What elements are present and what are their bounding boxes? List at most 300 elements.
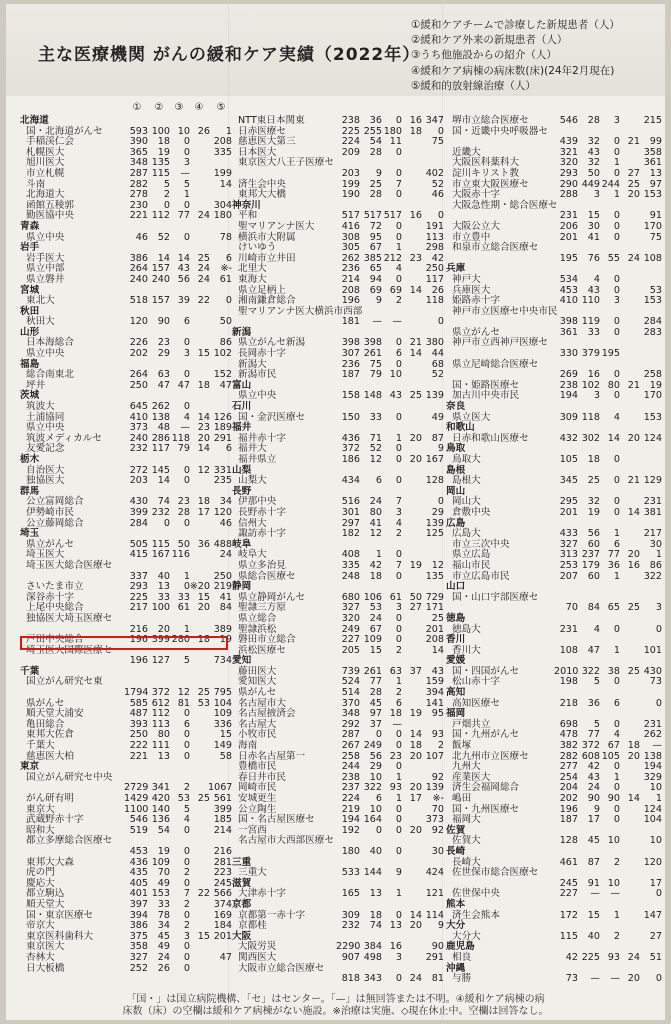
value-cell: — — [590, 888, 600, 900]
value-cell: 237 — [581, 549, 600, 561]
table-row — [20, 348, 232, 360]
value-cell: 53 — [177, 793, 190, 804]
value-cell: 1 — [395, 793, 402, 804]
value-cell: 408 — [341, 549, 360, 561]
prefecture-name: 沖縄 — [446, 962, 466, 974]
value-cell: 517 — [363, 210, 382, 222]
value-cell: 244 — [601, 178, 620, 190]
prefecture-name: 神奈川 — [232, 199, 261, 211]
prefecture-name: 佐賀 — [446, 824, 466, 836]
value-cell: 264 — [129, 369, 148, 381]
value-cell: 6 — [183, 718, 190, 730]
value-cell: 0 — [613, 390, 620, 402]
value-cell: 18 — [587, 454, 600, 465]
value-cell: 112 — [151, 708, 170, 720]
value-cell: 14 — [157, 252, 170, 264]
value-cell: 107 — [425, 750, 444, 762]
value-cell: 30 — [649, 538, 662, 550]
column-header: ② — [154, 102, 164, 113]
value-cell: 30 — [431, 845, 444, 857]
table-row — [232, 220, 444, 233]
value-cell: 15 — [197, 348, 210, 360]
value-cell: 124 — [643, 803, 662, 815]
value-cell: 25 — [431, 612, 444, 624]
hospital-name: 国・九州がんセ — [452, 729, 520, 741]
value-cell: 5 — [593, 718, 600, 730]
hospital-name: 聖マリアンナ医大 — [238, 220, 315, 232]
value-cell: 33 — [369, 411, 382, 423]
value-cell: 329 — [643, 771, 662, 783]
hospital-name: 県立磐井 — [26, 273, 65, 285]
hospital-name: 埼玉医大国際医療セ — [26, 644, 113, 656]
value-cell: 148 — [363, 390, 382, 402]
value-cell: 84 — [219, 602, 232, 614]
value-cell: 120 — [213, 506, 232, 518]
hospital-name: さいたま市立 — [26, 581, 84, 593]
value-cell: 139 — [425, 390, 444, 402]
value-cell: 179 — [581, 559, 600, 571]
value-cell: 304 — [213, 199, 232, 211]
value-cell: 33 — [177, 591, 190, 603]
value-cell: 0 — [395, 909, 402, 921]
value-cell: 420 — [151, 793, 170, 804]
value-cell: 12 — [197, 464, 210, 476]
hospital-name: 国・北海道がんセ — [26, 125, 103, 137]
value-cell: 518 — [129, 295, 148, 307]
value-cell: 0 — [183, 136, 190, 148]
value-cell: 0 — [655, 973, 662, 985]
table-row — [232, 115, 444, 127]
value-cell: 56 — [177, 273, 190, 285]
value-cell: 25 — [587, 475, 600, 487]
value-cell: 0 — [613, 146, 620, 158]
value-cell: 293 — [129, 581, 148, 593]
value-cell: 0 — [613, 761, 620, 773]
value-cell: 10 — [649, 782, 662, 794]
value-cell: 110 — [581, 295, 600, 307]
table-row — [232, 528, 444, 540]
value-cell: 261 — [363, 348, 382, 360]
value-cell: 90 — [587, 793, 600, 804]
value-cell: 0 — [655, 697, 662, 709]
value-cell: 335 — [341, 559, 360, 571]
table-row — [446, 254, 660, 265]
hospital-name: 愛知医大 — [238, 676, 277, 688]
hospital-name: 新潟大 — [238, 358, 267, 370]
value-cell: 202 — [129, 348, 148, 360]
value-cell: 115 — [151, 167, 170, 179]
hospital-name: 都立駒込 — [26, 888, 65, 900]
value-cell: 232 — [151, 506, 170, 518]
value-cell: 25 — [369, 178, 382, 190]
value-cell: 0 — [395, 115, 402, 126]
value-cell: 370 — [341, 697, 360, 709]
value-cell: 20 — [409, 824, 422, 836]
value-cell: 20 — [627, 189, 640, 201]
table-row — [232, 836, 440, 847]
value-cell: 20 — [409, 432, 422, 444]
table-row — [446, 677, 660, 688]
table-row — [20, 295, 232, 307]
value-cell: 0 — [613, 782, 620, 794]
hospital-name: 海南 — [238, 740, 258, 752]
value-cell: 135 — [151, 157, 170, 169]
value-cell: 0 — [395, 729, 402, 741]
value-cell: 0 — [395, 612, 402, 624]
value-cell: 50 — [409, 591, 422, 603]
value-cell: — — [180, 422, 190, 434]
hospital-name: 磐田市立総合 — [238, 634, 296, 646]
value-cell: 0 — [613, 814, 620, 826]
value-cell: 0 — [437, 316, 444, 328]
value-cell: 585 — [129, 697, 148, 709]
prefecture-name: 埼玉 — [20, 528, 40, 540]
value-cell: 231 — [643, 718, 662, 730]
value-cell: 194 — [559, 390, 578, 402]
value-cell: 81 — [431, 973, 444, 985]
table-row — [232, 867, 444, 879]
hospital-name: 東邦大佐倉 — [26, 729, 74, 741]
value-cell: 40 — [369, 845, 382, 857]
value-cell: 127 — [151, 655, 170, 667]
table-row — [446, 508, 660, 519]
value-cell: 13 — [157, 750, 170, 762]
value-cell: 14 — [409, 729, 422, 741]
legend-item: ②緩和ケア外来の新規患者（人） — [411, 34, 568, 47]
value-cell: 54 — [157, 824, 170, 836]
table-row — [232, 612, 444, 625]
value-cell: 6 — [183, 316, 190, 328]
value-cell: 19 — [587, 506, 600, 518]
value-cell: 0 — [613, 231, 620, 243]
value-cell: 225 — [581, 951, 600, 963]
hospital-name: 産業医大 — [452, 771, 491, 783]
value-cell: 250 — [425, 263, 444, 275]
value-cell: 435 — [129, 867, 148, 879]
prefecture-name: 岐阜 — [232, 538, 252, 550]
value-cell: 262 — [341, 252, 360, 264]
value-cell: 374 — [213, 898, 232, 910]
legend-item: ①緩和ケアチームで診療した新規患者（人） — [411, 19, 620, 31]
value-cell: 217 — [129, 602, 148, 614]
highlight-box — [20, 636, 228, 650]
value-cell: — — [392, 316, 402, 328]
value-cell: 120 — [129, 316, 148, 328]
value-cell: 262 — [643, 729, 662, 741]
table-row — [232, 570, 444, 583]
value-cell: 19 — [157, 845, 170, 857]
value-cell: 126 — [213, 411, 232, 423]
hospital-name: 県立総合 — [238, 612, 277, 624]
value-cell: 283 — [643, 326, 662, 338]
value-cell: 524 — [341, 676, 360, 688]
prefecture-name: 大阪 — [232, 930, 252, 942]
value-cell: 278 — [129, 189, 148, 201]
value-cell: 14 — [409, 909, 422, 921]
hospital-name: 帝京大 — [26, 920, 55, 932]
value-cell: 3 — [655, 602, 662, 614]
value-cell: 125 — [425, 528, 444, 540]
hospital-name: 東海大 — [238, 273, 267, 285]
value-cell: 214 — [341, 273, 360, 285]
value-cell: 87 — [587, 856, 600, 868]
value-cell: 61 — [177, 602, 190, 614]
value-cell: 258 — [643, 369, 662, 381]
value-cell: 73 — [565, 973, 578, 985]
value-cell: 60 — [587, 538, 600, 550]
value-cell: 201 — [425, 623, 444, 635]
value-cell: 27 — [649, 930, 662, 942]
value-cell: 322 — [581, 665, 600, 677]
value-cell: 118 — [171, 432, 190, 444]
value-cell: 101 — [643, 644, 662, 656]
table-row — [20, 655, 232, 667]
table-row — [20, 506, 232, 519]
value-cell: 307 — [341, 348, 360, 360]
value-cell: 36 — [369, 115, 382, 126]
value-cell: 45 — [587, 835, 600, 847]
value-cell: 21 — [409, 337, 422, 349]
value-cell: 14 — [431, 644, 444, 656]
value-cell: 22 — [197, 888, 210, 900]
table-row — [446, 603, 660, 614]
value-cell: 19 — [409, 708, 422, 720]
value-cell: 6 — [225, 252, 232, 264]
hospital-name: 三重大 — [238, 867, 267, 879]
value-cell: 20 — [409, 750, 422, 762]
hospital-name: 名古屋市大西部医療セ — [238, 835, 334, 847]
hospital-name: 斗南 — [26, 178, 46, 190]
value-cell: 402 — [425, 167, 444, 179]
value-cell: 16 — [409, 115, 422, 126]
value-cell: 24 — [157, 951, 170, 963]
hospital-name: 神戸大 — [452, 273, 481, 285]
value-cell: 0 — [183, 951, 190, 963]
value-cell: 6 — [375, 475, 382, 487]
value-cell: 90 — [431, 941, 444, 953]
value-cell: 645 — [129, 401, 148, 413]
value-cell: 240 — [129, 432, 148, 444]
hospital-name: 独協医大 — [26, 475, 65, 487]
hospital-name: 済生会福岡総合 — [452, 782, 520, 794]
hospital-name: 湘南鎌倉総合 — [238, 295, 296, 307]
value-cell: 2 — [183, 898, 190, 910]
value-cell: 3 — [395, 506, 402, 518]
table-row — [20, 379, 232, 392]
value-cell: 221 — [129, 750, 148, 762]
value-cell: 187 — [341, 369, 360, 381]
value-cell: 203 — [341, 167, 360, 179]
value-cell: 9 — [437, 920, 444, 932]
value-cell: 60 — [587, 570, 600, 582]
value-cell: 198 — [559, 676, 578, 688]
value-cell: 293 — [559, 167, 578, 179]
value-cell: 415 — [129, 549, 148, 561]
prefecture-heading — [20, 222, 226, 233]
value-cell: 180 — [341, 845, 360, 857]
hospital-name: 慈恵医大柏 — [26, 750, 74, 762]
value-cell: 63 — [157, 369, 170, 381]
value-cell: 144 — [363, 867, 382, 879]
value-cell: 75 — [431, 136, 444, 148]
prefecture-name: 北海道 — [20, 115, 49, 126]
value-cell: 201 — [213, 930, 232, 942]
value-cell: 18 — [157, 136, 170, 148]
value-cell: 18 — [409, 125, 422, 137]
table-row — [232, 273, 444, 286]
value-cell: 372 — [581, 740, 600, 752]
value-cell: 5 — [593, 676, 600, 688]
value-cell: 19 — [649, 379, 662, 391]
prefecture-name: 愛媛 — [446, 655, 466, 667]
value-cell: 52 — [431, 369, 444, 381]
value-cell: 43 — [431, 665, 444, 677]
hospital-name: 倉敷中央 — [452, 506, 491, 518]
hospital-name: 県立医大 — [452, 411, 491, 423]
table-row — [20, 750, 232, 763]
hospital-name: 秋田大 — [26, 316, 55, 328]
value-cell: 25 — [197, 687, 210, 699]
table-row — [232, 316, 444, 328]
value-cell: 15 — [197, 591, 210, 603]
hospital-name: 筑波大 — [26, 401, 55, 413]
value-cell: 23 — [389, 750, 402, 762]
value-cell: 436 — [129, 856, 148, 868]
value-cell: 36 — [197, 538, 210, 550]
hospital-name: 日赤和歌山医療セ — [452, 432, 529, 444]
value-cell: 46 — [219, 517, 232, 529]
value-cell: 140 — [151, 803, 170, 815]
value-cell: 225 — [129, 591, 148, 603]
value-cell: 309 — [559, 411, 578, 423]
value-cell: 3 — [183, 348, 190, 360]
value-cell: 0 — [183, 146, 190, 158]
hospital-name: 新潟市民 — [238, 369, 277, 381]
value-cell: 203 — [129, 475, 148, 487]
value-cell: 0 — [613, 454, 620, 465]
value-cell: 327 — [559, 538, 578, 550]
value-cell: 9 — [593, 803, 600, 815]
value-cell: 401 — [129, 888, 148, 900]
value-cell: 145 — [151, 464, 170, 476]
table-row — [20, 677, 226, 688]
value-cell: 113 — [151, 718, 170, 730]
value-cell: 14 — [409, 348, 422, 360]
value-cell: 0 — [613, 167, 620, 179]
value-cell: 92 — [431, 824, 444, 836]
hospital-name: 一宮西 — [238, 824, 267, 836]
value-cell: 17 — [409, 793, 422, 804]
hospital-name: 総合南東北 — [26, 369, 74, 381]
hospital-name: 松山赤十字 — [452, 676, 500, 688]
value-cell: 109 — [151, 856, 170, 868]
prefecture-name: 福井 — [232, 422, 252, 434]
hospital-name: 堺市立総合医療セ — [452, 115, 529, 126]
prefecture-name: 岡山 — [446, 485, 466, 497]
value-cell: 1 — [395, 676, 402, 688]
value-cell: 115 — [151, 538, 170, 550]
value-cell: 0 — [613, 220, 620, 232]
hospital-name: 札幌医大 — [26, 146, 65, 158]
value-cell: 236 — [341, 263, 360, 275]
table-column-2 — [232, 102, 444, 985]
value-cell: 147 — [643, 909, 662, 921]
value-cell: 202 — [559, 793, 578, 804]
value-cell: 261 — [363, 665, 382, 677]
value-cell: — — [590, 973, 600, 985]
hospital-name: 県立中部 — [26, 263, 65, 275]
value-cell: 327 — [341, 602, 360, 614]
value-cell: 21 — [627, 136, 640, 148]
hospital-name: 北九州市立医療セ — [452, 750, 529, 762]
hospital-name: 勤医協中央 — [26, 210, 74, 222]
value-cell: 95 — [369, 231, 382, 243]
value-cell: 343 — [363, 973, 382, 985]
value-cell: 129 — [643, 475, 662, 487]
value-cell: 593 — [129, 125, 148, 137]
prefecture-heading — [20, 455, 226, 466]
value-cell: 249 — [341, 623, 360, 635]
legend-item: ④緩和ケア病棟の病床数(床)(24年2月現在) — [411, 64, 615, 77]
hospital-name: 聖マリアンナ医大横浜市西部 — [238, 305, 363, 317]
value-cell: 25 — [627, 602, 640, 614]
hospital-name: 大阪労災 — [238, 941, 277, 953]
value-cell: 43 — [177, 263, 190, 275]
value-cell: 25 — [627, 665, 640, 677]
hospital-name: 佐世保市総合医療セ — [452, 867, 539, 879]
value-cell: 2 — [183, 920, 190, 932]
column-header-row — [20, 102, 226, 116]
table-row — [232, 454, 444, 466]
value-cell: 0 — [613, 326, 620, 338]
hospital-name: 県立尼崎総合医療セ — [452, 358, 539, 370]
hospital-name: 国・近畿中央呼吸器セ — [452, 125, 548, 137]
value-cell: 21 — [627, 379, 640, 391]
hospital-name: 京都第一赤十字 — [238, 909, 306, 921]
value-cell: 70 — [157, 867, 170, 879]
value-cell: 0 — [395, 231, 402, 243]
value-cell: 3 — [593, 189, 600, 201]
value-cell: 6 — [395, 348, 402, 360]
hospital-name: 県立足柄上 — [238, 284, 286, 296]
table-row — [20, 475, 232, 487]
value-cell: 55 — [607, 252, 620, 264]
hospital-name: 東京医科歯科大 — [26, 930, 94, 942]
value-cell: 287 — [341, 729, 360, 741]
hospital-name: 市立三次中央 — [452, 538, 510, 550]
value-cell: 169 — [213, 909, 232, 921]
value-cell: 20 — [409, 454, 422, 465]
hospital-name: 和泉市立総合医療セ — [452, 242, 539, 254]
value-cell: 25 — [627, 178, 640, 190]
value-cell: 158 — [341, 390, 360, 402]
prefecture-name: 山口 — [446, 581, 466, 593]
value-cell: 199 — [341, 178, 360, 190]
table-row — [20, 836, 226, 847]
value-cell: 0 — [163, 199, 170, 211]
value-cell: 2 — [183, 782, 190, 794]
value-cell: 86 — [219, 337, 232, 349]
hospital-name: 公立藤岡総合 — [26, 517, 84, 529]
prefecture-name: 京都 — [232, 898, 252, 910]
hospital-name: 飯塚 — [452, 740, 472, 752]
hospital-name: 公立富岡総合 — [26, 496, 84, 508]
value-cell: 0 — [163, 517, 170, 529]
value-cell: 114 — [425, 909, 444, 921]
value-cell: 0 — [183, 845, 190, 857]
hospital-name: 島根大 — [452, 475, 481, 487]
value-cell: 382 — [559, 740, 578, 752]
